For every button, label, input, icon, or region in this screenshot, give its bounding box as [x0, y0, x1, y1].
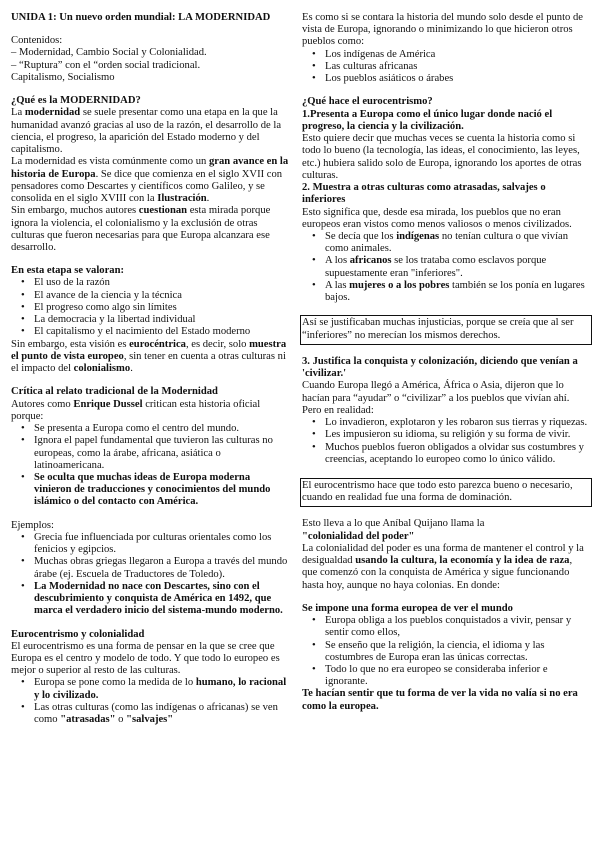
contents-line: – Modernidad, Cambio Social y Colonialidad. [11, 47, 207, 59]
contents-section [11, 35, 290, 84]
right-column [302, 12, 588, 713]
list-item: • La democracia y la libertad individual [11, 314, 290, 326]
highlight-box: Así se justificaban muchas injusticias, porque se creía que al ser “inferiores” no merecían los mismos derechos. [300, 315, 592, 344]
list-item: • El uso de la razón [11, 277, 290, 289]
eurocentrism-section [11, 629, 290, 727]
list-item: • Europa se pone como la medida de lo humano, lo racional y lo civilizado. [11, 677, 290, 701]
list-item: • El progreso como algo sin límites [11, 302, 290, 314]
paragraph: Esto significa que, desde esa mirada, los pueblos que no eran europeos eran vistos como menos valiosos o menos civilizados. [302, 206, 572, 230]
contents-line: Capitalismo, Socialismo [11, 71, 115, 83]
list-item: • Europa obliga a los pueblos conquistados a vivir, pensar y sentir como ellos, [302, 615, 588, 639]
list-item: • Los indígenas de América [302, 49, 588, 61]
contents-heading: Contenidos: [11, 35, 63, 47]
bullet-list [302, 231, 588, 304]
valued-section [11, 265, 290, 375]
highlight-box: El eurocentrismo hace que todo esto parezca bueno o necesario, cuando en realidad fue una forma de dominación. [300, 478, 592, 507]
section-heading: Eurocentrismo y colonialidad [11, 628, 145, 640]
paragraph: Esto lleva a lo que Aníbal Quijano llama la [302, 518, 485, 530]
list-item: • La Modernidad no nace con Descartes, sino con el descubrimiento y conquista de América en 1492, que marca el verdadero inicio del sistema-mundo moderno. [11, 581, 290, 618]
unit-title: UNIDA 1: Un nuevo orden mundial: LA MODERNIDAD [11, 12, 271, 23]
list-item: • Se decía que los indígenas no tenían cultura o que vivían como animales. [302, 231, 588, 255]
list-item: • Las otras culturas (como las indígenas o africanas) se ven como "atrasadas" o "salvajes" [11, 702, 290, 726]
bullet-list [302, 615, 588, 688]
list-item: • Ignora el papel fundamental que tuvieron las culturas no europeas, como la árabe, africana, asiática o latinoamericana. [11, 435, 290, 472]
critique-section [11, 386, 290, 617]
list-item: • Se presenta a Europa como el centro del mundo. [11, 423, 290, 435]
bullet-list [302, 49, 588, 86]
section-heading: Crítica al relato tradicional de la Modernidad [11, 386, 218, 398]
examples-heading: Ejemplos: [11, 519, 54, 531]
paragraph: Sin embargo, esta visión es eurocéntrica, es decir, solo muestra el punto de vista europeo, sin tener en cuenta a otras culturas ni el impacto del colonialismo. [11, 338, 287, 375]
paragraph: Autores como Enrique Dussel critican esta historia oficial porque: [11, 398, 261, 422]
list-item: • Se enseño que la religión, la ciencia, el idioma y las costumbres de Europa eran las únicas correctas. [302, 640, 588, 664]
coloniality-section [302, 518, 588, 591]
bullet-list [11, 532, 290, 618]
bullet-list [11, 277, 290, 338]
list-item: • Los pueblos asiáticos o árabes [302, 73, 588, 85]
list-item: • Lo invadieron, explotaron y les robaron sus tierras y riquezas. [302, 417, 588, 429]
list-item: • Muchas obras griegas llegaron a Europa a través del mundo árabe (ej. Escuela de Traductores de Toledo). [11, 556, 290, 580]
list-item: • El avance de la ciencia y la técnica [11, 290, 290, 302]
imposed-worldview-section [302, 603, 588, 713]
list-item: • A las mujeres o a los pobres también se los ponía en lugares bajos. [302, 280, 588, 304]
point-heading: 1.Presenta a Europa como el único lugar donde nació el progreso, la ciencia y la civilización. [302, 108, 553, 132]
list-item: • Les impusieron su idioma, su religión y su forma de vivir. [302, 429, 588, 441]
paragraph: La modernidad se suele presentar como una etapa en la que la humanidad avanzó gracias al uso de la razón, el desarrollo de la ciencia, el progreso, la aparición del Estado moderno y del capitalismo. [11, 107, 282, 156]
point-heading: 3. Justifica la conquista y colonización, diciendo que venían a 'civilizar.' [302, 355, 578, 380]
list-item: • El capitalismo y el nacimiento del Estado moderno [11, 326, 290, 338]
section-heading: ¿Qué es la MODERNIDAD? [11, 95, 141, 107]
paragraph: El eurocentrismo es una forma de pensar en la que se cree que Europa es el centro y modelo de todo. Y que todo lo europeo es mejor o superior al resto de las culturas. [11, 640, 280, 677]
what-eurocentrism-does-section [302, 96, 588, 304]
list-item: • Muchos pueblos fueron obligados a olvidar sus costumbres y creencias, aceptando lo europeo como lo único válido. [302, 442, 588, 466]
paragraph: Esto quiere decir que muchas veces se cuenta la historia como si todo lo bueno (la tecnología, las ideas, el conocimiento, las leyes, etc.) hubiera salido solo de Europa, ignorando los aportes de otras culturas. [302, 133, 582, 181]
paragraph: Es como si se contara la historia del mundo solo desde el punto de vista de Europa, ignorando o minimizando lo que hicieron otros pueblos como: [302, 12, 583, 48]
paragraph: La colonialidad del poder es una forma de mantener el control y la desigualdad usando la cultura, la economía y la idea de raza, que comenzó con la conquista de América y sigue funcionando hasta hoy, aunque no haya colonias. En donde: [302, 542, 584, 591]
justify-section [302, 356, 588, 466]
section-heading: Se impone una forma europea de ver el mundo [302, 602, 513, 614]
section-heading: ¿Qué hace el eurocentrismo? [302, 96, 433, 108]
point-heading: 2. Muestra a otras culturas como atrasadas, salvajes o inferiores [302, 182, 546, 206]
bullet-list [11, 677, 290, 726]
list-item: • A los africanos se los trataba como esclavos porque supuestamente eran "inferiores". [302, 255, 588, 279]
what-is-modernity-section [11, 95, 290, 254]
section-heading: En esta etapa se valoran: [11, 265, 124, 277]
bullet-list [11, 423, 290, 509]
list-item: • Todo lo que no era europeo se consideraba inferior e ignorante. [302, 664, 588, 688]
paragraph: Cuando Europa llegó a América, África o Asia, dijeron que lo hacían para “ayudar” o “civilizar” a los pueblos que vivían ahí. Pero en realidad: [302, 380, 570, 416]
paragraph: La modernidad es vista comúnmente como un gran avance en la historia de Europa. Se dice que comienza en el siglo XVII con pensadores como Descartes y científicos como Galileo, y se consolida en el siglo XVIII con la Ilustración. [11, 156, 289, 205]
paragraph: "colonialidad del poder" [302, 530, 415, 542]
paragraph: Sin embargo, muchos autores cuestionan esta mirada porque ignora la violencia, el colonialismo y la exclusión de otras culturas que fueron necesarias para que Europa alcanzara ese desarrollo. [11, 205, 271, 253]
closing-statement: Te hacían sentir que tu forma de ver la vida no valía si no era como la europea. [302, 688, 578, 712]
list-item: • Se oculta que muchas ideas de Europa moderna vinieron de traducciones y conocimientos del mundo islámico o del contacto con América. [11, 472, 290, 509]
bullet-list [302, 417, 588, 466]
list-item: • Grecia fue influenciada por culturas orientales como los fenicios y egipcios. [11, 532, 290, 556]
contents-line: – “Ruptura” con el “orden social tradicional. [11, 59, 201, 71]
left-column [11, 12, 290, 726]
list-item: • Las culturas africanas [302, 61, 588, 73]
